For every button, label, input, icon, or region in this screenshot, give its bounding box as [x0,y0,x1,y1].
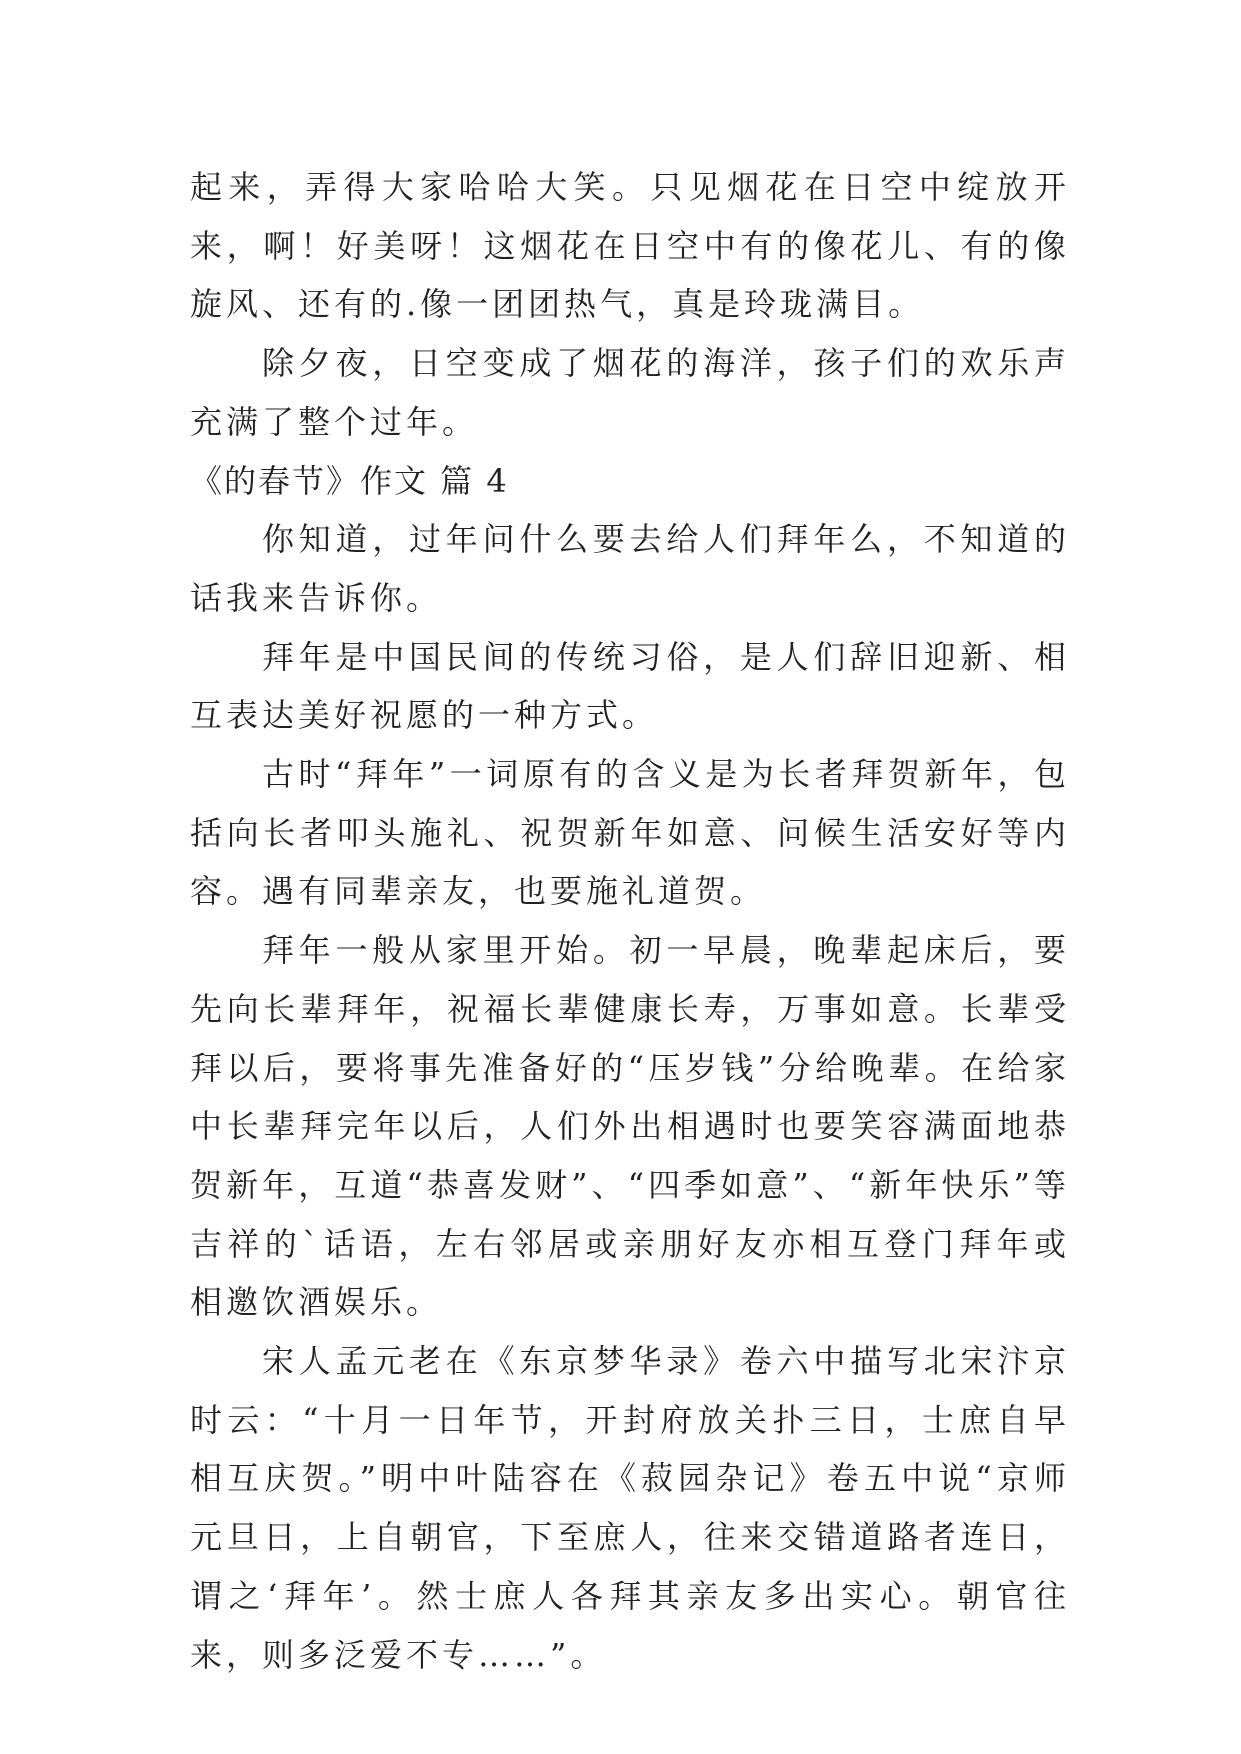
paragraph-continuation: 起来，弄得大家哈哈大笑。只见烟花在日空中绽放开来，啊！好美呀！这烟花在日空中有的像花儿、有的像旋风、还有的.像一团团热气，真是玲珑满目。 [190,168,1070,324]
paragraph-family-greeting: 拜年一般从家里开始。初一早晨，晚辈起床后，要先向长辈拜年，祝福长辈健康长寿，万事如意。长辈受拜以后，要将事先准备好的“压岁钱”分给晚辈。在给家中长辈拜完年以后，人们外出相遇时也要笑容满面地恭贺新年，互道“恭喜发财”、“四季如意”、“新年快乐”等吉祥的`话语，左右邻居或亲朋好友亦相互登门拜年或相邀饮酒娱乐。 [190,931,1070,1322]
paragraph-new-year-eve: 除夕夜，日空变成了烟花的海洋，孩子们的欢乐声充满了整个过年。 [190,344,1070,441]
document-body [190,158,1070,1684]
section-heading: 《的春节》作文 篇 4 [190,461,509,500]
paragraph-intro: 你知道，过年问什么要去给人们拜年么，不知道的话我来告诉你。 [190,520,1070,617]
paragraph-historical-records: 宋人孟元老在《东京梦华录》卷六中描写北宋汴京时云：“十月一日年节，开封府放关扑三日，士庶自早相互庆贺。”明中叶陆容在《菽园杂记》卷五中说“京师元旦日，上自朝官，下至庶人，往来交错道路者连日，谓之‘拜年’。然士庶人各拜其亲友多出实心。朝官往来，则多泛爱不专……”。 [190,1342,1070,1674]
paragraph-ancient-meaning: 古时“拜年”一词原有的含义是为长者拜贺新年，包括向长者叩头施礼、祝贺新年如意、问候生活安好等内容。遇有同辈亲友，也要施礼道贺。 [190,755,1070,911]
paragraph-custom: 拜年是中国民间的传统习俗，是人们辞旧迎新、相互表达美好祝愿的一种方式。 [190,637,1070,735]
